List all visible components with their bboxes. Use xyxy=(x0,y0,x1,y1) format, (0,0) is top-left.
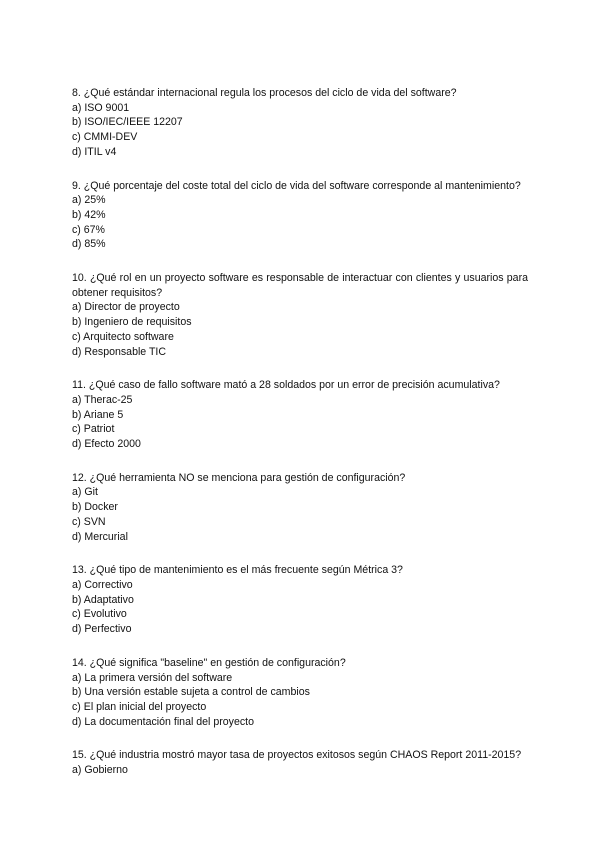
answer-option-b: b) Adaptativo xyxy=(72,593,134,606)
answer-option-a: a) Gobierno xyxy=(72,764,128,777)
question-9 xyxy=(72,179,528,253)
question-text: 15. ¿Qué industria mostró mayor tasa de proyectos exitosos según CHAOS Report 2011-2015? xyxy=(72,749,522,762)
question-10 xyxy=(72,271,528,359)
answer-option-b: b) 42% xyxy=(72,208,106,221)
answer-option-b: b) Docker xyxy=(72,501,118,514)
answer-option-c: c) SVN xyxy=(72,515,106,528)
answer-option-b: b) Ariane 5 xyxy=(72,408,124,421)
question-12 xyxy=(72,471,528,545)
answer-options xyxy=(72,393,528,452)
answer-option-a: a) Git xyxy=(72,486,98,499)
question-text: 10. ¿Qué rol en un proyecto software es responsable de interactuar con clientes y usuarios para obtener requisitos? xyxy=(72,272,528,299)
answer-option-d: d) ITIL v4 xyxy=(72,145,117,158)
answer-option-a: a) La primera versión del software xyxy=(72,671,233,684)
question-11 xyxy=(72,378,528,452)
question-8 xyxy=(72,86,528,160)
answer-options xyxy=(72,671,528,730)
answer-option-c: c) Arquitecto software xyxy=(72,330,174,343)
answer-options xyxy=(72,101,528,160)
answer-options xyxy=(72,578,528,637)
question-text: 8. ¿Qué estándar internacional regula los procesos del ciclo de vida del software? xyxy=(72,87,457,99)
question-13 xyxy=(72,563,528,637)
answer-options xyxy=(72,763,528,778)
question-15 xyxy=(72,748,528,777)
question-text: 13. ¿Qué tipo de mantenimiento es el más frecuente según Métrica 3? xyxy=(72,564,403,577)
answer-option-b: b) Ingeniero de requisitos xyxy=(72,316,192,329)
answer-option-d: d) Responsable TIC xyxy=(72,345,167,358)
answer-option-a: a) Director de proyecto xyxy=(72,301,180,314)
answer-option-d: d) Mercurial xyxy=(72,530,128,543)
answer-option-d: d) Efecto 2000 xyxy=(72,438,141,451)
answer-options xyxy=(72,485,528,544)
answer-option-c: c) 67% xyxy=(72,223,105,236)
answer-option-a: a) ISO 9001 xyxy=(72,101,130,114)
answer-option-d: d) Perfectivo xyxy=(72,623,132,636)
answer-option-c: c) Patriot xyxy=(72,423,115,436)
answer-option-d: d) 85% xyxy=(72,238,106,251)
answer-option-b: b) Una versión estable sujeta a control de cambios xyxy=(72,686,310,699)
answer-option-a: a) Correctivo xyxy=(72,578,133,591)
question-text: 11. ¿Qué caso de fallo software mató a 28 soldados por un error de precisión acumulativa? xyxy=(72,379,500,392)
answer-option-d: d) La documentación final del proyecto xyxy=(72,715,254,728)
answer-options xyxy=(72,193,528,252)
answer-option-a: a) Therac-25 xyxy=(72,393,133,406)
question-text: 12. ¿Qué herramienta NO se menciona para gestión de configuración? xyxy=(72,471,406,484)
question-14 xyxy=(72,656,528,730)
answer-option-c: c) CMMI-DEV xyxy=(72,131,138,144)
answer-option-a: a) 25% xyxy=(72,194,106,207)
question-text: 14. ¿Qué significa "baseline" en gestión de configuración? xyxy=(72,656,346,669)
answer-option-c: c) El plan inicial del proyecto xyxy=(72,700,207,713)
answer-option-c: c) Evolutivo xyxy=(72,608,127,621)
question-list xyxy=(72,86,528,797)
answer-options xyxy=(72,300,528,359)
question-text: 9. ¿Qué porcentaje del coste total del ciclo de vida del software corresponde al mantenimiento? xyxy=(72,179,521,192)
answer-option-b: b) ISO/IEC/IEEE 12207 xyxy=(72,116,183,129)
